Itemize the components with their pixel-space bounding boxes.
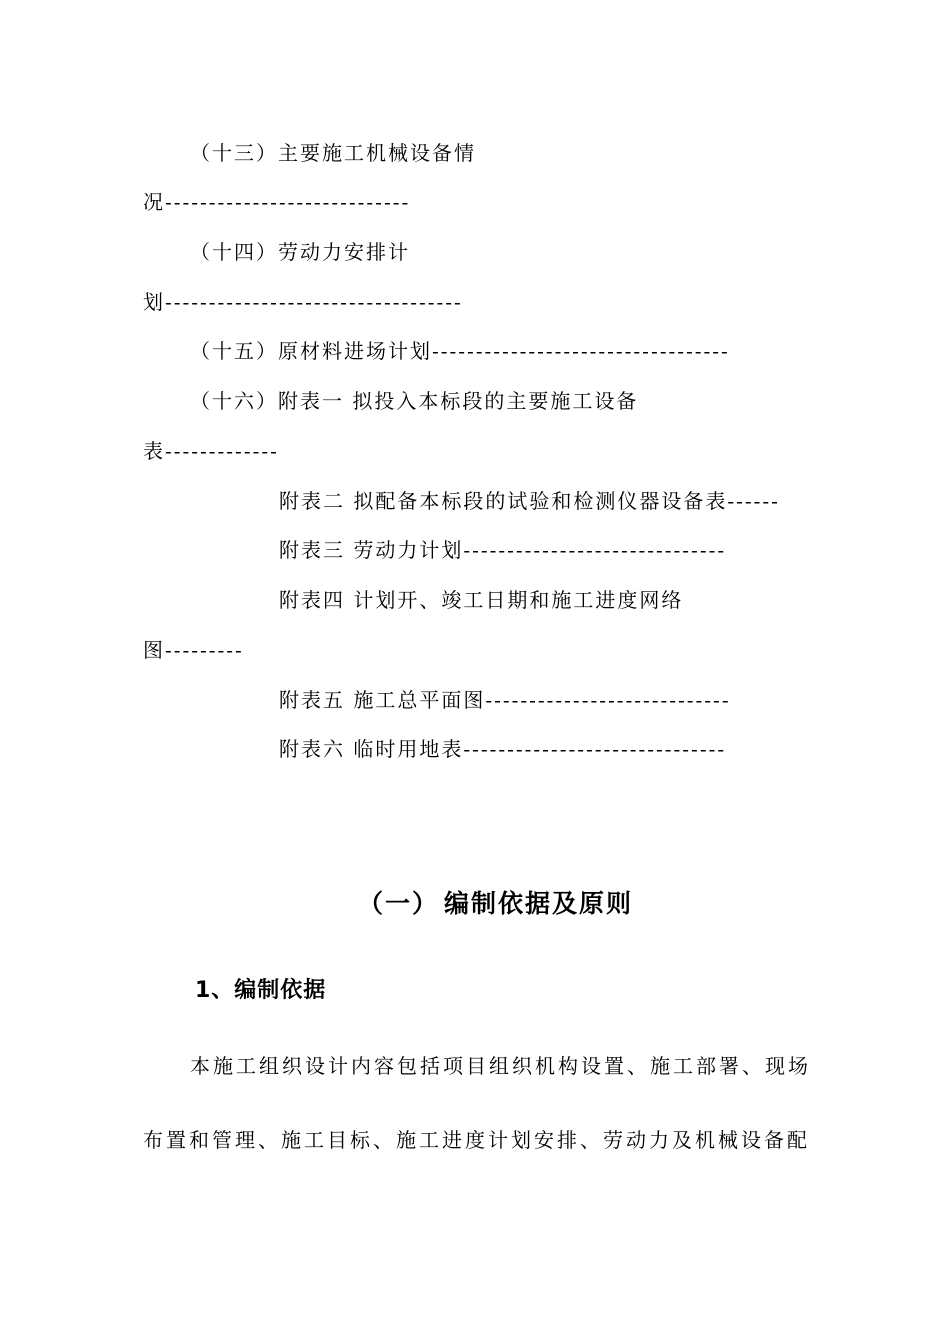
toc-item-16-continuation: 表-------------: [143, 439, 279, 463]
body-paragraph-line-2: 布置和管理、施工目标、施工进度计划安排、劳动力及机械设备配: [143, 1128, 810, 1152]
toc-item-13: （十三）主要施工机械设备情: [190, 141, 476, 165]
section-number: （一）: [358, 889, 440, 918]
toc-appendix-2: 附表二 拟配备本标段的试验和检测仪器设备表------: [279, 489, 780, 513]
toc-appendix-4-continuation: 图---------: [143, 638, 244, 662]
toc-appendix-4: 附表四 计划开、竣工日期和施工进度网络: [279, 588, 684, 612]
toc-item-13-continuation: 况----------------------------: [143, 190, 411, 214]
toc-appendix-3: 附表三 劳动力计划------------------------------: [279, 538, 727, 562]
section-heading: [358, 887, 633, 921]
body-paragraph-line-1: 本施工组织设计内容包括项目组织机构设置、施工部署、现场: [190, 1054, 811, 1078]
subsection-heading: 1、编制依据: [195, 978, 327, 1003]
toc-item-15: （十五）原材料进场计划----------------------------------: [190, 339, 730, 363]
toc-item-14: （十四）劳动力安排计: [190, 240, 410, 264]
toc-item-14-continuation: 划----------------------------------: [143, 290, 463, 314]
section-title: 编制依据及原则: [444, 889, 634, 918]
toc-item-16: （十六）附表一 拟投入本标段的主要施工设备: [190, 389, 639, 413]
toc-appendix-5: 附表五 施工总平面图----------------------------: [279, 688, 731, 712]
toc-appendix-6: 附表六 临时用地表------------------------------: [279, 737, 727, 761]
